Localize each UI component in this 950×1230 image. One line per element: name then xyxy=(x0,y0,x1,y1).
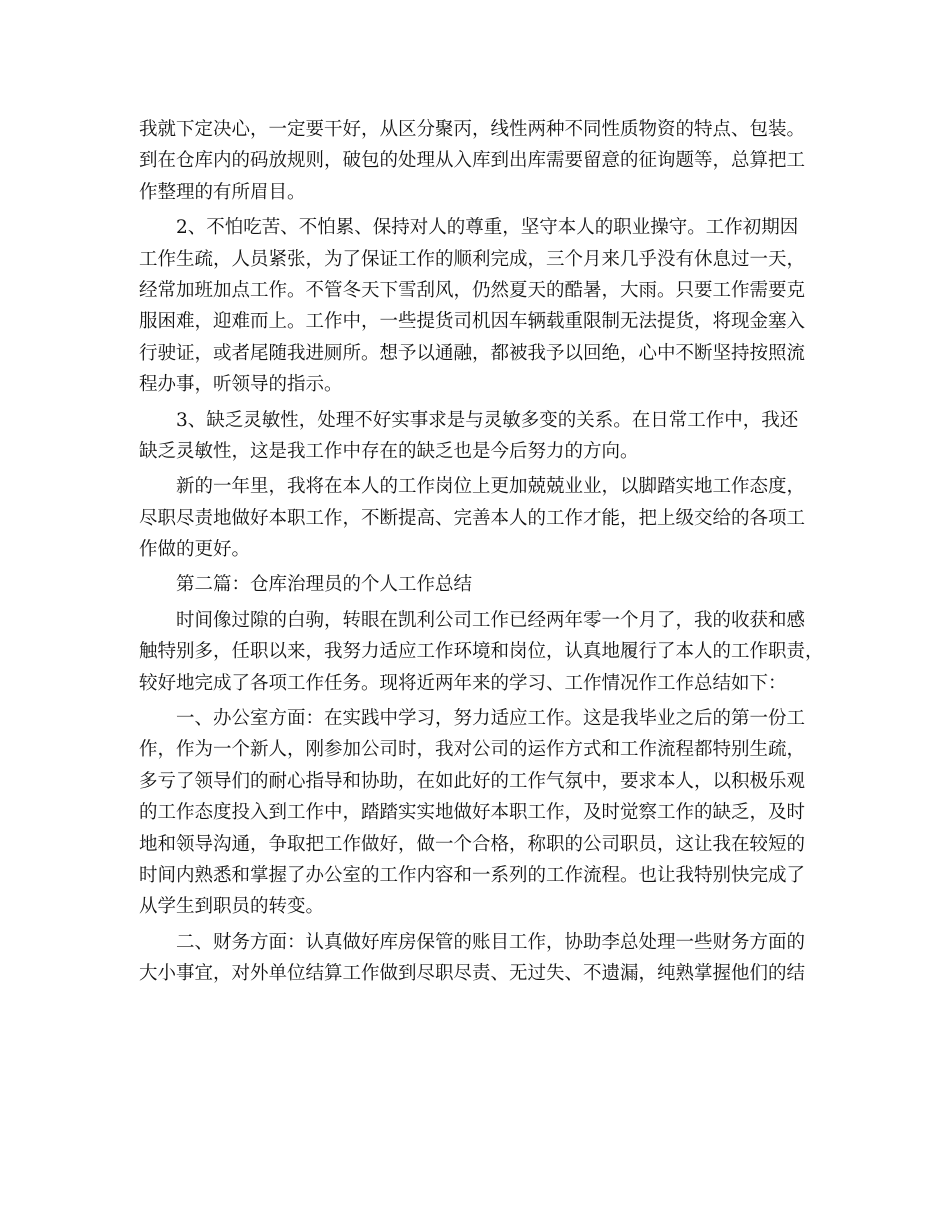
text-line: 尽职尽责地做好本职工作，不断提高、完善本人的工作才能，把上级交给的各项工 xyxy=(139,507,806,529)
text-line: 作整理的有所眉目。 xyxy=(139,181,306,203)
text-line: 一、办公室方面：在实践中学习，努力适应工作。这是我毕业之后的第一份工 xyxy=(139,708,806,730)
paragraph xyxy=(139,114,819,208)
section-heading xyxy=(139,569,819,600)
text-line: 二、财务方面：认真做好库房保管的账目工作，协助李总处理一些财务方面的 xyxy=(139,931,806,953)
text-line: 地和领导沟通，争取把工作做好，做一个合格，称职的公司职员，这让我在较短的 xyxy=(139,833,806,855)
text-line: 3、缺乏灵敏性，处理不好实事求是与灵敏多变的关系。在日常工作中，我还 xyxy=(139,409,799,431)
text-line: 时间像过隙的白驹，转眼在凯利公司工作已经两年零一个月了，我的收获和感 xyxy=(139,609,806,631)
paragraph xyxy=(139,405,819,468)
text-line: 工作生疏，人员紧张，为了保证工作的顺利完成，三个月来几乎没有休息过一天， xyxy=(139,248,806,270)
paragraph xyxy=(139,927,819,990)
text-line: 服困难，迎难而上。工作中，一些提货司机因车辆载重限制无法提货，将现金塞入 xyxy=(139,311,806,333)
text-line: 从学生到职员的转变。 xyxy=(139,896,325,918)
paragraph xyxy=(139,703,819,923)
text-line: 新的一年里，我将在本人的工作岗位上更加兢兢业业，以脚踏实地工作态度， xyxy=(139,476,806,498)
text-line: 触特别多，任职以来，我努力适应工作环境和岗位，认真地履行了本人的工作职责， xyxy=(139,641,824,663)
paragraph xyxy=(139,212,819,400)
text-line: 大小事宜，对外单位结算工作做到尽职尽责、无过失、不遗漏，纯熟掌握他们的结 xyxy=(139,963,806,985)
text-line: 程办事，听领导的指示。 xyxy=(139,374,343,396)
text-line: 较好地完成了各项工作任务。现将近两年来的学习、工作情况作工作总结如下： xyxy=(139,672,787,694)
text-line: 到在仓库内的码放规则，破包的处理从入库到出库需要留意的征询题等，总算把工 xyxy=(139,150,806,172)
text-line: 的工作态度投入到工作中，踏踏实实地做好本职工作，及时觉察工作的缺乏，及时 xyxy=(139,802,806,824)
text-line: 2、不怕吃苦、不怕累、保持对人的尊重，坚守本人的职业操守。工作初期因 xyxy=(139,217,799,239)
text-line: 行驶证，或者尾随我进厕所。想予以通融，都被我予以回绝，心中不断坚持按照流 xyxy=(139,342,806,364)
text-line: 第二篇：仓库治理员的个人工作总结 xyxy=(139,574,473,596)
paragraph xyxy=(139,605,824,699)
paragraph xyxy=(139,471,819,565)
document-body xyxy=(139,114,824,990)
text-line: 我就下定决心，一定要干好，从区分聚丙，线性两种不同性质物资的特点、包装。 xyxy=(139,119,806,140)
text-line: 作，作为一个新人，刚参加公司时，我对公司的运作方式和工作流程都特别生疏， xyxy=(139,739,806,761)
text-line: 时间内熟悉和掌握了办公室的工作内容和一系列的工作流程。也让我特别快完成了 xyxy=(139,864,806,886)
text-line: 多亏了领导们的耐心指导和协助，在如此好的工作气氛中，要求本人，以积极乐观 xyxy=(139,770,806,792)
text-line: 经常加班加点工作。不管冬天下雪刮风，仍然夏天的酷暑，大雨。只要工作需要克 xyxy=(139,279,806,301)
text-line: 作做的更好。 xyxy=(139,539,251,561)
text-line: 缺乏灵敏性，这是我工作中存在的缺乏也是今后努力的方向。 xyxy=(139,440,639,462)
